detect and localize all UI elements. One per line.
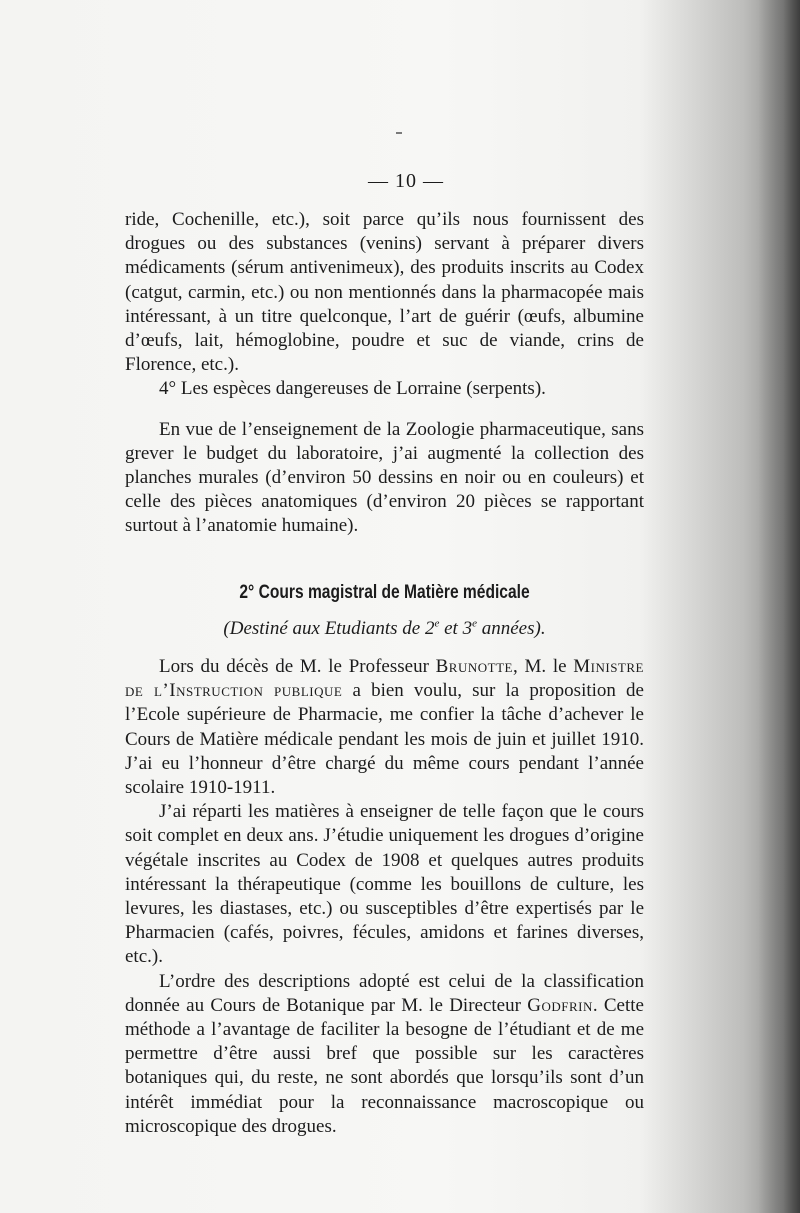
section-zoology-text [125,208,644,539]
scan-mark [396,132,402,134]
paragraph-continuation: ride, Cochenille, etc.), soit parce qu’ils nous fournissent des drogues ou des substances (venins) servant à préparer divers médicaments (sérum antivenimeux), des produits inscrits au Codex (catgut, carmin, etc.) ou non mentionnés dans la pharmacopée mais intéressant, à un titre quelconque, l’art de guérir (œufs, albumine d’œufs, lait, hémoglobine, poudre et suc de viande, crins de Florence, etc.). [125,209,644,376]
paragraph-program: J’ai réparti les matières à enseigner de telle façon que le cours soit complet en deux ans. J’étudie uniquement les drogues d’origine végétale inscrites au Codex de 1908 et quelques autres produits intéressant la thérapeutique (comme les bouillons de culture, les levures, les diastases, etc.) ou susceptibles d’être expertisés par le Pharmacien (cafés, poivres, fécules, amidons et farines diverses, etc.). [125,801,644,968]
paragraph-appointment: Lors du décès de M. le Professeur Brunotte, M. le Ministre de l’Instruction publique a bien voulu, sur la proposition de l’Ecole supérieure de Pharmacie, me confier la tâche d’achever le Cours de Matière médicale pendant les mois de juin et juillet 1910. J’ai eu l’honneur d’être chargé du même cours pendant l’année scolaire 1910-1911. [125,656,644,799]
section-materia-medica-text [125,655,644,1139]
page-number: — 10 — [368,170,444,192]
section-heading: 2° Cours magistral de Matière médicale [239,582,530,603]
paragraph-collections: En vue de l’enseignement de la Zoologie pharmaceutique, sans grever le budget du laboratoire, j’ai augmenté la collection des planches murales (d’environ 50 dessins en noir ou en couleurs) et celle des pièces anatomiques (d’environ 20 pièces se rapportant surtout à l’anatomie humaine). [125,418,644,537]
paragraph-item-4: 4° Les espèces dangereuses de Lorraine (serpents). [159,378,546,400]
section-subheading: (Destiné aux Etudiants de 2e et 3e années). [223,617,546,639]
paragraph-order: L’ordre des descriptions adopté est celui de la classification donnée au Cours de Botanique par M. le Directeur Godfrin. Cette méthode a l’avantage de faciliter la besogne de l’étudiant et de me permettre d’être aussi bref que possible sur les caractères botaniques qui, du reste, ne sont abordés que lorsqu’ils sont d’un intérêt immédiat pour la reconnaissance macroscopique ou microscopique des drogues. [125,970,644,1137]
